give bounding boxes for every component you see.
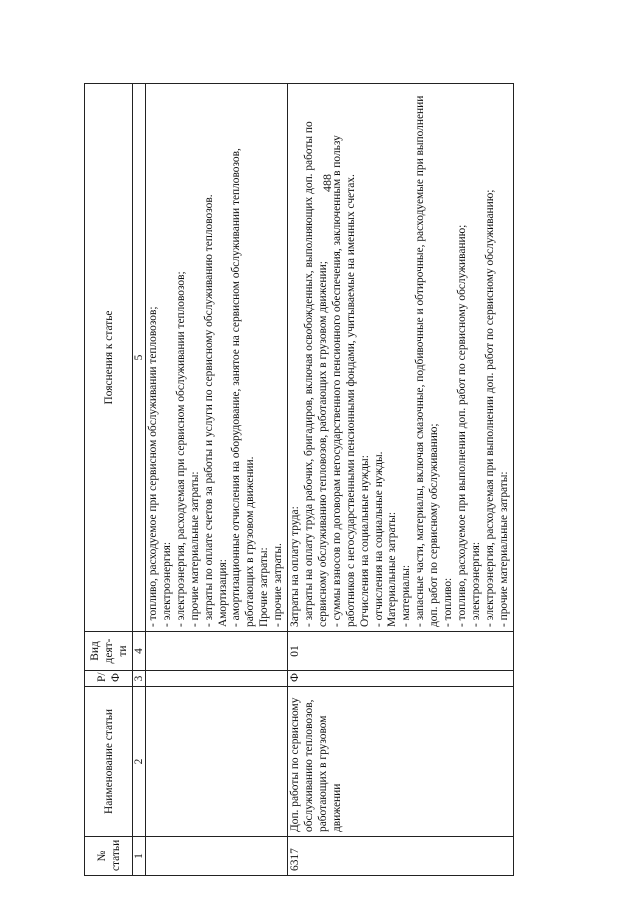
header-plan-fact: Р/ Ф: [85, 671, 133, 687]
header-activity-type: Вид деят-ти: [85, 632, 133, 671]
col-number-1: 1: [133, 837, 146, 876]
row-article-number: 6317: [288, 837, 514, 876]
page-number: 488: [320, 174, 334, 192]
rotated-table-wrapper: [84, 84, 632, 876]
row-article-number: [146, 837, 288, 876]
table-row: [146, 84, 288, 876]
header-row: [85, 84, 133, 876]
row-article-name: [146, 687, 288, 837]
row-activity-type: [146, 632, 288, 671]
col-number-4: 4: [133, 632, 146, 671]
row-activity-type: 01: [288, 632, 514, 671]
row-article-name: Доп. работы по сервисному обслуживанию тепловозов, работающих в грузовом движении: [288, 687, 514, 837]
header-article-number: № статьи: [85, 837, 133, 876]
header-explanation: Пояснения к статье: [85, 84, 133, 632]
table-row: [288, 84, 514, 876]
col-number-2: 2: [133, 687, 146, 837]
col-number-5: 5: [133, 84, 146, 632]
row-plan-fact: [146, 671, 288, 687]
row-explanation: Затраты на оплату труда: - затраты на оплату труда рабочих, бригадиров, включая освобожденных, выполняющих доп. работы по сервисному обслуживанию тепловозов, работающих в грузовом движении; - суммы взносов по договорам негосударственного пенсионного обеспечения, заключенным в пользу работников с негосударственными пенсионными фондами, учитываемые на именных счетах. Отчисления на социальные нужды: - отчисления на социальные нужды. Материальные затраты: - материалы: - запасные части, материалы, включая смазочные, подбивочные и обтирочные, расходуемые при выполнении доп. работ по сервисному обслуживанию; - топливо: - топливо, расходуемое при выполнении доп. работ по сервисному обслуживанию; - электроэнергия: - электроэнергия, расходуемая при выполнении доп. работ по сервисному обслуживанию; - прочие материальные затраты:: [288, 84, 514, 632]
col-number-3: 3: [133, 671, 146, 687]
row-explanation: - топливо, расходуемое при сервисном обслуживании тепловозов; - электроэнергия: - электроэнергия, расходуемая при сервисном обслуживании тепловозов; - прочие материальные затраты: - затраты по оплате счетов за работы и услуги по сервисному обслуживанию тепловозов. Амортизация: - амортизационные отчисления на оборудование, занятое на сервисном обслуживании тепловозов, работающих в грузовом движении. Прочие затраты: - прочие затраты.: [146, 84, 288, 632]
header-article-name: Наименование статьи: [85, 687, 133, 837]
article-table: [84, 83, 514, 876]
row-plan-fact: Ф: [288, 671, 514, 687]
column-numbers-row: [133, 84, 146, 876]
